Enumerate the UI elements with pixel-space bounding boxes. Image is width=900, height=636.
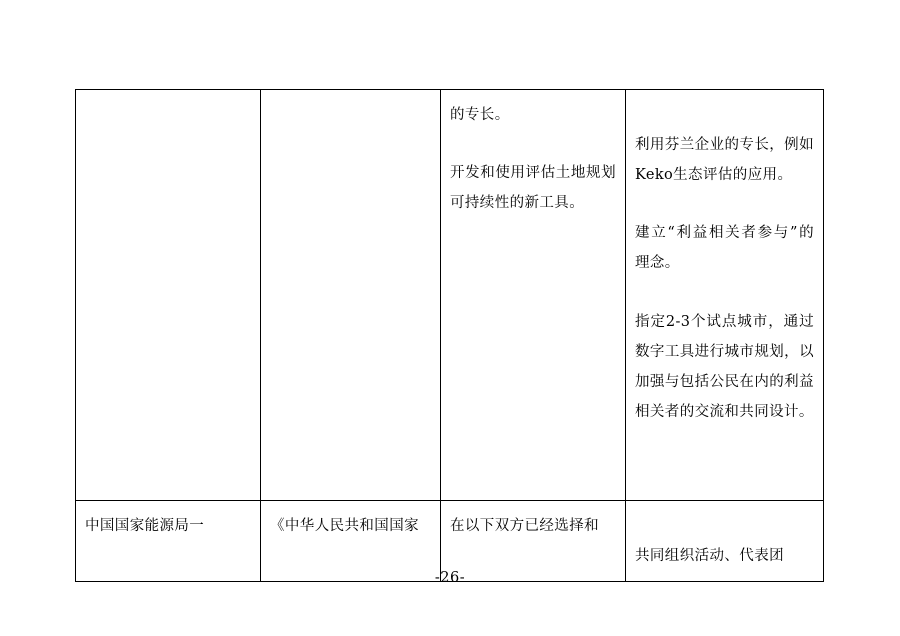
paragraph: 《中华人民共和国国家 [270,518,419,534]
table-row [76,90,824,501]
paragraph: 建立“利益相关者参与”的理念。 [635,225,814,272]
cell-col3-objectives [441,90,626,501]
paragraph: 的专长。 [450,107,510,123]
cell-col1-empty [76,90,261,501]
paragraph: 共同组织活动、代表团 [635,548,784,564]
paragraph: 利用芬兰企业的专长，例如Keko生态评估的应用。 [635,137,814,184]
cell-col4-actions [626,90,824,501]
paragraph: 在以下双方已经选择和 [450,518,599,534]
paragraph: 开发和使用评估土地规划可持续性的新工具。 [450,165,616,212]
page-number: -26- [434,570,466,586]
content-table [75,89,824,582]
paragraph: 中国国家能源局一 [85,518,205,534]
paragraph: 指定2-3个试点城市，通过数字工具进行城市规划，以加强与包括公民在内的利益相关者的交流和共同设计。 [635,313,814,421]
cell-col2-empty [261,90,441,501]
